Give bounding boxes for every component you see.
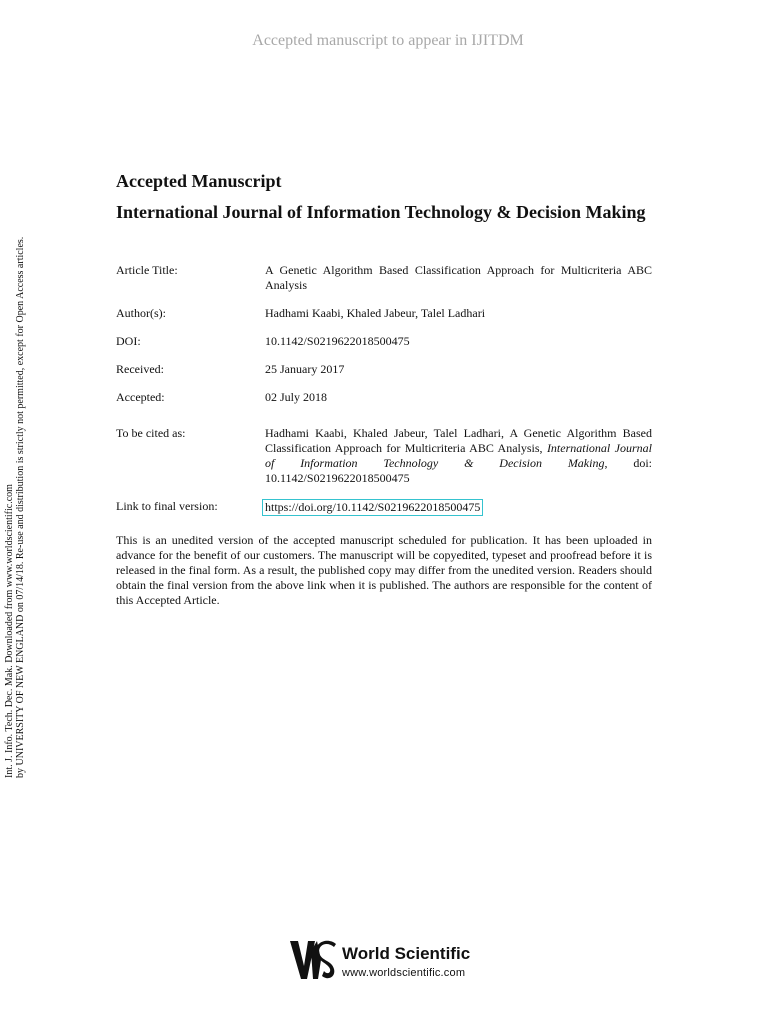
accepted-label: Accepted: — [116, 390, 165, 404]
meta-row-title — [116, 263, 652, 293]
doi-value: 10.1142/S0219622018500475 — [265, 334, 410, 348]
download-notice-line-1: Int. J. Info. Tech. Dec. Mak. Downloaded from www.worldscientific.com — [4, 484, 15, 778]
unedited-version-notice: This is an unedited version of the accepted manuscript scheduled for publication. It has been uploaded in advance for the benefit of our customers. The manuscript will be copyedited, typeset and proofread before it is released in the final form. As a result, the published copy may differ from the unedited version. Readers should obtain the final version from the above link when it is published. The authors are responsible for the content of this Accepted Article. — [116, 533, 652, 607]
citation-text-end: , doi: 10.1142/S0219622018500475 — [265, 456, 653, 485]
received-label: Received: — [116, 362, 164, 376]
citation-journal: International Journal of Information Technology & Decision Making — [265, 441, 652, 470]
received-value: 25 January 2017 — [265, 362, 345, 376]
publisher-name: World Scientific — [342, 944, 471, 963]
meta-row-doi — [116, 334, 652, 349]
publisher-logo — [290, 940, 490, 984]
authors-value: Hadhami Kaabi, Khaled Jabeur, Talel Ladhari — [265, 306, 486, 320]
meta-row-accepted — [116, 390, 652, 405]
citation-text-start: Hadhami Kaabi, Khaled Jabeur, Talel Ladhari, A Genetic Algorithm Based Classification Approach for Multicriteria ABC Analysis, — [265, 426, 652, 455]
publisher-url: www.worldscientific.com — [342, 967, 466, 979]
accepted-value: 02 July 2018 — [265, 390, 328, 404]
meta-row-authors — [116, 306, 652, 321]
citation-value — [265, 426, 652, 486]
download-notice-line-2: by UNIVERSITY OF NEW ENGLAND on 07/14/18. Re-use and distribution is strictly not permitted, except for Open Access articles. — [15, 236, 26, 778]
doi-label: DOI: — [116, 334, 141, 348]
article-title-label: Article Title: — [116, 263, 178, 277]
journal-name: International Journal of Information Technology & Decision Making — [116, 202, 646, 222]
meta-row-link — [116, 499, 652, 516]
authors-label: Author(s): — [116, 306, 166, 320]
meta-row-citation — [116, 426, 652, 486]
title-block — [116, 170, 676, 223]
header-note: Accepted manuscript to appear in IJITDM — [252, 32, 524, 49]
citation-label: To be cited as: — [116, 426, 186, 440]
final-version-label: Link to final version: — [116, 499, 218, 513]
download-notice-strip — [4, 236, 34, 778]
page-heading: Accepted Manuscript — [116, 171, 282, 191]
article-title-value: A Genetic Algorithm Based Classification Approach for Multicriteria ABC Analysis — [265, 263, 652, 292]
article-metadata — [116, 263, 652, 516]
meta-row-received — [116, 362, 652, 377]
world-scientific-logo-icon — [290, 940, 338, 980]
final-version-link[interactable]: https://doi.org/10.1142/S0219622018500475 — [262, 499, 483, 516]
